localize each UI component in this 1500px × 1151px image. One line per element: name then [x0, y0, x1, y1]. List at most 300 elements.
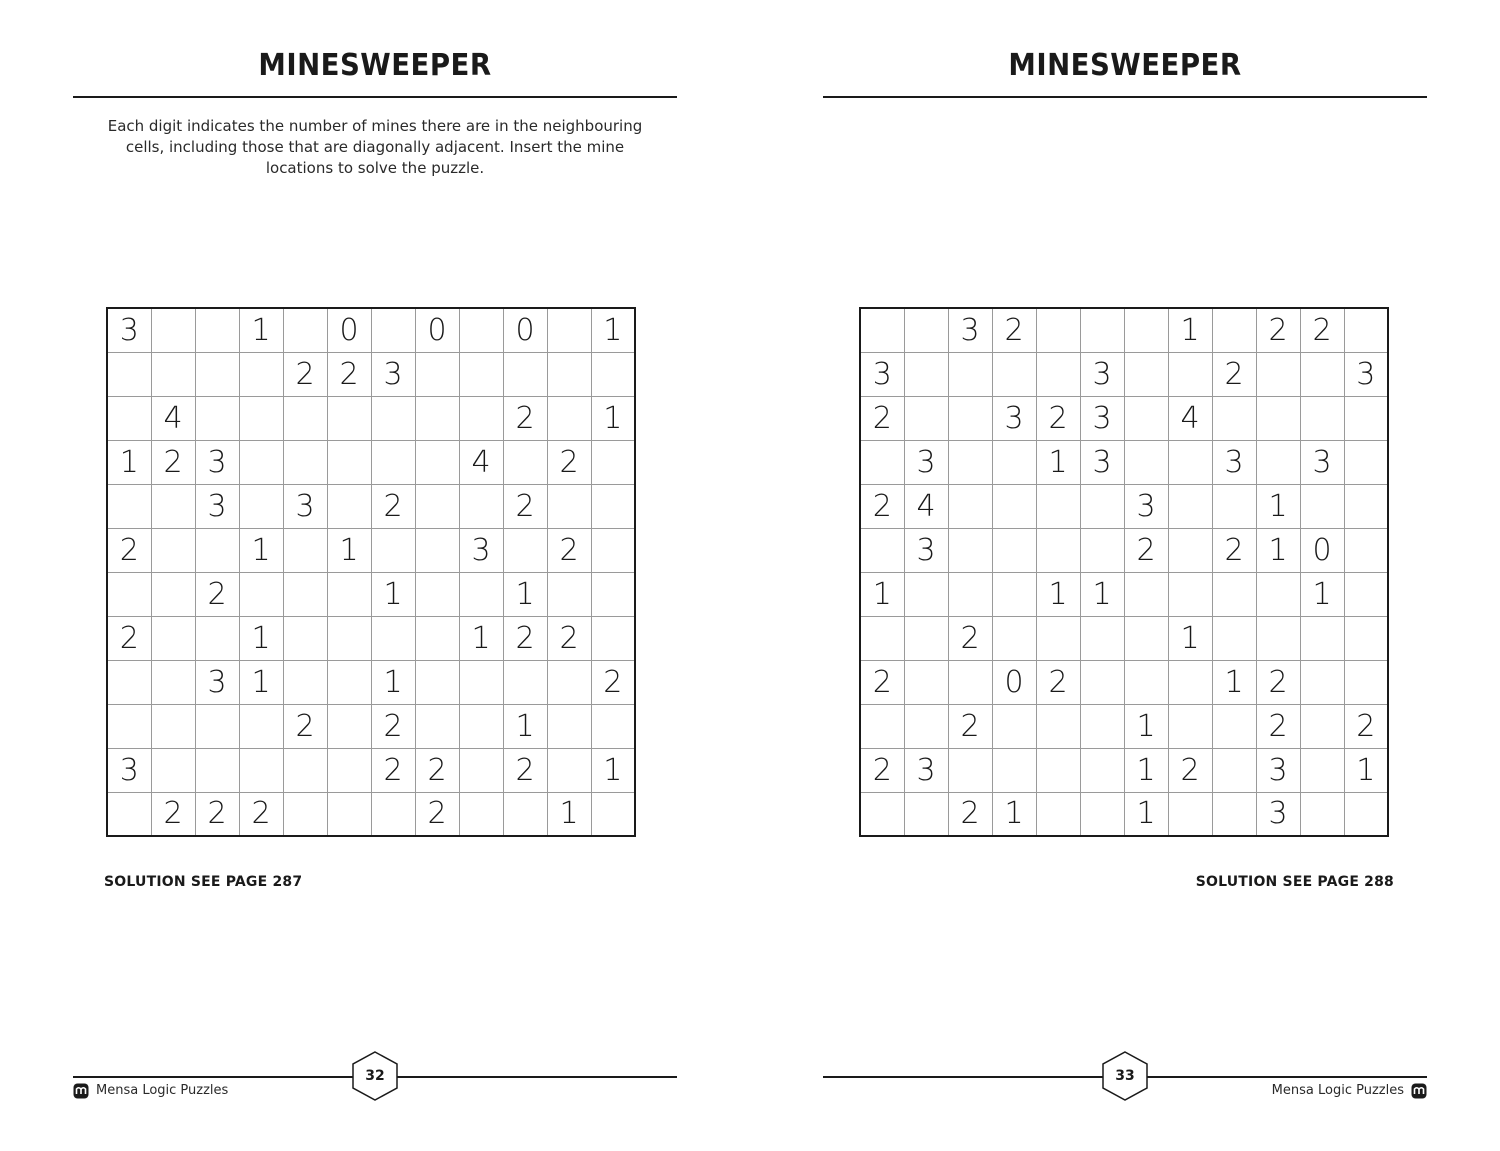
grid-cell[interactable]: [904, 660, 948, 704]
grid-cell[interactable]: [415, 484, 459, 528]
grid-cell[interactable]: [283, 440, 327, 484]
grid-cell[interactable]: 2: [151, 440, 195, 484]
grid-cell[interactable]: [1036, 484, 1080, 528]
grid-cell[interactable]: 2: [860, 484, 904, 528]
grid-cell[interactable]: [503, 660, 547, 704]
grid-cell[interactable]: [371, 440, 415, 484]
grid-cell[interactable]: 2: [503, 396, 547, 440]
grid-cell[interactable]: [1124, 440, 1168, 484]
grid-cell[interactable]: [283, 572, 327, 616]
grid-cell[interactable]: [1036, 528, 1080, 572]
grid-cell[interactable]: [415, 572, 459, 616]
grid-cell[interactable]: [239, 440, 283, 484]
grid-cell[interactable]: [371, 396, 415, 440]
grid-cell[interactable]: 2: [948, 792, 992, 836]
grid-cell[interactable]: [1168, 440, 1212, 484]
grid-cell[interactable]: 1: [591, 308, 635, 352]
grid-cell[interactable]: [327, 792, 371, 836]
grid-row: [107, 396, 635, 440]
grid-cell[interactable]: [1036, 704, 1080, 748]
grid-cell[interactable]: [1168, 792, 1212, 836]
grid-cell[interactable]: 2: [1256, 308, 1300, 352]
grid-cell[interactable]: 1: [1168, 308, 1212, 352]
grid-cell[interactable]: 2: [371, 484, 415, 528]
grid-cell[interactable]: 1: [239, 616, 283, 660]
grid-cell[interactable]: [503, 792, 547, 836]
grid-cell[interactable]: [547, 484, 591, 528]
grid-cell[interactable]: [992, 704, 1036, 748]
grid-cell[interactable]: 3: [1080, 352, 1124, 396]
grid-cell[interactable]: 3: [1256, 792, 1300, 836]
grid-cell[interactable]: [459, 704, 503, 748]
grid-cell[interactable]: [1256, 440, 1300, 484]
grid-cell[interactable]: [107, 484, 151, 528]
grid-cell[interactable]: 2: [107, 616, 151, 660]
grid-cell[interactable]: [327, 396, 371, 440]
grid-cell[interactable]: [1124, 308, 1168, 352]
grid-cell[interactable]: 2: [992, 308, 1036, 352]
grid-cell[interactable]: [547, 660, 591, 704]
mensa-logo-icon: [1411, 1083, 1427, 1099]
grid-cell[interactable]: [151, 484, 195, 528]
grid-cell[interactable]: [591, 528, 635, 572]
grid-cell[interactable]: 2: [327, 352, 371, 396]
grid-cell[interactable]: [151, 528, 195, 572]
grid-cell[interactable]: [459, 308, 503, 352]
grid-cell[interactable]: [992, 528, 1036, 572]
grid-cell[interactable]: [459, 484, 503, 528]
grid-cell[interactable]: [992, 484, 1036, 528]
grid-cell[interactable]: 2: [371, 748, 415, 792]
grid-cell[interactable]: [107, 660, 151, 704]
grid-row: [107, 660, 635, 704]
grid-cell[interactable]: [371, 528, 415, 572]
grid-cell[interactable]: 1: [239, 308, 283, 352]
grid-cell[interactable]: [992, 748, 1036, 792]
grid-cell[interactable]: [591, 616, 635, 660]
grid-cell[interactable]: [459, 572, 503, 616]
grid-cell[interactable]: 1: [591, 396, 635, 440]
grid-cell[interactable]: 2: [415, 748, 459, 792]
grid-cell[interactable]: 2: [948, 704, 992, 748]
grid-cell[interactable]: [1124, 660, 1168, 704]
grid-cell[interactable]: 3: [860, 352, 904, 396]
grid-cell[interactable]: 3: [1212, 440, 1256, 484]
grid-cell[interactable]: [195, 528, 239, 572]
grid-cell[interactable]: [547, 352, 591, 396]
grid-cell[interactable]: 3: [1080, 396, 1124, 440]
grid-cell[interactable]: [283, 792, 327, 836]
grid-cell[interactable]: [1212, 748, 1256, 792]
grid-cell[interactable]: [239, 484, 283, 528]
grid-cell[interactable]: [1080, 484, 1124, 528]
grid-cell[interactable]: [1212, 572, 1256, 616]
grid-cell[interactable]: 2: [591, 660, 635, 704]
grid-cell[interactable]: 1: [239, 660, 283, 704]
grid-cell[interactable]: 1: [591, 748, 635, 792]
grid-cell[interactable]: [1256, 396, 1300, 440]
grid-cell[interactable]: [327, 484, 371, 528]
grid-cell[interactable]: 1: [1256, 528, 1300, 572]
grid-cell[interactable]: [948, 748, 992, 792]
grid-cell[interactable]: 2: [1212, 528, 1256, 572]
grid-cell[interactable]: 3: [1080, 440, 1124, 484]
grid-cell[interactable]: [195, 616, 239, 660]
grid-cell[interactable]: 3: [904, 748, 948, 792]
grid-cell[interactable]: 1: [327, 528, 371, 572]
grid-cell[interactable]: [547, 748, 591, 792]
grid-cell[interactable]: [860, 528, 904, 572]
grid-cell[interactable]: [1036, 792, 1080, 836]
grid-cell[interactable]: 1: [107, 440, 151, 484]
grid-row: [860, 792, 1388, 836]
grid-cell[interactable]: [107, 704, 151, 748]
grid-cell[interactable]: [151, 704, 195, 748]
grid-row: [860, 748, 1388, 792]
grid-cell[interactable]: 1: [1036, 440, 1080, 484]
grid-cell[interactable]: [151, 572, 195, 616]
grid-cell[interactable]: [948, 660, 992, 704]
grid-row: [107, 572, 635, 616]
grid-cell[interactable]: 1: [503, 572, 547, 616]
grid-cell[interactable]: [459, 352, 503, 396]
grid-cell[interactable]: [1300, 396, 1344, 440]
grid-cell[interactable]: 2: [1124, 528, 1168, 572]
grid-cell[interactable]: 4: [151, 396, 195, 440]
grid-cell[interactable]: [904, 616, 948, 660]
grid-cell[interactable]: 1: [547, 792, 591, 836]
grid-cell[interactable]: [1080, 748, 1124, 792]
grid-cell[interactable]: [327, 572, 371, 616]
grid-cell[interactable]: 2: [239, 792, 283, 836]
grid-cell[interactable]: [591, 352, 635, 396]
grid-cell[interactable]: [1212, 396, 1256, 440]
grid-cell[interactable]: 3: [904, 440, 948, 484]
grid-cell[interactable]: [1344, 308, 1388, 352]
grid-cell[interactable]: 2: [195, 572, 239, 616]
grid-cell[interactable]: [1168, 528, 1212, 572]
grid-cell[interactable]: [151, 308, 195, 352]
grid-cell[interactable]: 3: [1300, 440, 1344, 484]
grid-cell[interactable]: 1: [371, 572, 415, 616]
grid-cell[interactable]: [904, 572, 948, 616]
grid-cell[interactable]: [1300, 352, 1344, 396]
grid-cell[interactable]: 2: [860, 396, 904, 440]
grid-cell[interactable]: [327, 616, 371, 660]
grid-cell[interactable]: [1256, 352, 1300, 396]
grid-cell[interactable]: [860, 704, 904, 748]
grid-cell[interactable]: 2: [151, 792, 195, 836]
grid-cell[interactable]: [327, 748, 371, 792]
grid-cell[interactable]: [1344, 616, 1388, 660]
grid-cell[interactable]: 3: [195, 660, 239, 704]
grid-cell[interactable]: [1036, 616, 1080, 660]
grid-cell[interactable]: [503, 528, 547, 572]
grid-cell[interactable]: [1124, 396, 1168, 440]
grid-cell[interactable]: [1300, 704, 1344, 748]
grid-cell[interactable]: [459, 660, 503, 704]
grid-cell[interactable]: [1080, 616, 1124, 660]
grid-cell[interactable]: 3: [948, 308, 992, 352]
grid-cell[interactable]: [904, 396, 948, 440]
grid-cell[interactable]: 3: [107, 308, 151, 352]
grid-cell[interactable]: [415, 660, 459, 704]
grid-cell[interactable]: [547, 572, 591, 616]
grid-cell[interactable]: 1: [1300, 572, 1344, 616]
grid-cell[interactable]: [239, 352, 283, 396]
grid-cell[interactable]: [415, 528, 459, 572]
grid-cell[interactable]: [1344, 792, 1388, 836]
grid-cell[interactable]: [283, 308, 327, 352]
grid-cell[interactable]: [195, 352, 239, 396]
grid-cell[interactable]: 2: [283, 704, 327, 748]
grid-cell[interactable]: [107, 396, 151, 440]
grid-cell[interactable]: [992, 572, 1036, 616]
grid-cell[interactable]: [860, 616, 904, 660]
grid-cell[interactable]: [107, 572, 151, 616]
grid-cell[interactable]: [904, 308, 948, 352]
grid-cell[interactable]: [1212, 484, 1256, 528]
grid-cell[interactable]: [1124, 616, 1168, 660]
grid-cell[interactable]: [1300, 792, 1344, 836]
grid-cell[interactable]: [1080, 528, 1124, 572]
grid-cell[interactable]: 3: [1124, 484, 1168, 528]
grid-cell[interactable]: 4: [904, 484, 948, 528]
grid-cell[interactable]: [1080, 704, 1124, 748]
grid-cell[interactable]: [151, 748, 195, 792]
grid-cell[interactable]: [1036, 308, 1080, 352]
grid-cell[interactable]: 2: [1036, 396, 1080, 440]
grid-cell[interactable]: 3: [107, 748, 151, 792]
grid-cell[interactable]: [948, 572, 992, 616]
grid-cell[interactable]: [992, 616, 1036, 660]
grid-cell[interactable]: [327, 660, 371, 704]
grid-cell[interactable]: 1: [459, 616, 503, 660]
grid-cell[interactable]: [283, 528, 327, 572]
grid-cell[interactable]: [415, 352, 459, 396]
grid-cell[interactable]: [547, 396, 591, 440]
grid-cell[interactable]: 0: [503, 308, 547, 352]
grid-cell[interactable]: [371, 308, 415, 352]
grid-cell[interactable]: [195, 308, 239, 352]
grid-cell[interactable]: 1: [1344, 748, 1388, 792]
grid-cell[interactable]: [239, 748, 283, 792]
grid-cell[interactable]: [415, 616, 459, 660]
grid-cell[interactable]: [459, 748, 503, 792]
grid-cell[interactable]: [239, 704, 283, 748]
grid-cell[interactable]: [547, 704, 591, 748]
grid-cell[interactable]: [1168, 484, 1212, 528]
grid-cell[interactable]: [904, 792, 948, 836]
grid-cell[interactable]: [1344, 396, 1388, 440]
grid-cell[interactable]: [547, 308, 591, 352]
grid-cell[interactable]: [415, 440, 459, 484]
grid-cell[interactable]: [860, 440, 904, 484]
grid-cell[interactable]: [107, 352, 151, 396]
grid-cell[interactable]: [459, 792, 503, 836]
grid-cell[interactable]: [107, 792, 151, 836]
grid-cell[interactable]: [948, 440, 992, 484]
grid-cell[interactable]: [1344, 440, 1388, 484]
grid-cell[interactable]: [503, 440, 547, 484]
grid-cell[interactable]: 0: [992, 660, 1036, 704]
grid-row: [860, 308, 1388, 352]
grid-cell[interactable]: 3: [195, 484, 239, 528]
grid-cell[interactable]: [1080, 792, 1124, 836]
grid-cell[interactable]: [591, 484, 635, 528]
grid-cell[interactable]: [1344, 528, 1388, 572]
grid-cell[interactable]: [1212, 616, 1256, 660]
grid-cell[interactable]: [1344, 484, 1388, 528]
grid-cell[interactable]: [239, 396, 283, 440]
grid-cell[interactable]: 2: [860, 748, 904, 792]
grid-cell[interactable]: 1: [239, 528, 283, 572]
grid-cell[interactable]: [283, 748, 327, 792]
mensa-logo-icon: [73, 1083, 89, 1099]
grid-cell[interactable]: [327, 440, 371, 484]
grid-cell[interactable]: [195, 396, 239, 440]
grid-cell[interactable]: [1124, 352, 1168, 396]
grid-cell[interactable]: 2: [547, 440, 591, 484]
grid-cell[interactable]: [371, 792, 415, 836]
grid-cell[interactable]: 1: [1124, 704, 1168, 748]
grid-cell[interactable]: [1124, 572, 1168, 616]
grid-cell[interactable]: 2: [283, 352, 327, 396]
grid-cell[interactable]: [1300, 616, 1344, 660]
grid-cell[interactable]: [860, 308, 904, 352]
grid-cell[interactable]: [371, 616, 415, 660]
grid-cell[interactable]: 3: [1256, 748, 1300, 792]
grid-cell[interactable]: 2: [503, 616, 547, 660]
grid-cell[interactable]: 1: [371, 660, 415, 704]
grid-cell[interactable]: 2: [503, 748, 547, 792]
grid-cell[interactable]: 2: [547, 616, 591, 660]
grid-cell[interactable]: [327, 704, 371, 748]
grid-cell[interactable]: 3: [992, 396, 1036, 440]
grid-cell[interactable]: 2: [1344, 704, 1388, 748]
grid-cell[interactable]: [503, 352, 547, 396]
grid-cell[interactable]: 0: [327, 308, 371, 352]
grid-cell[interactable]: [948, 396, 992, 440]
grid-cell[interactable]: 3: [459, 528, 503, 572]
grid-cell[interactable]: [195, 704, 239, 748]
grid-cell[interactable]: 2: [503, 484, 547, 528]
grid-cell[interactable]: 3: [904, 528, 948, 572]
grid-cell[interactable]: 2: [1036, 660, 1080, 704]
grid-cell[interactable]: [1168, 352, 1212, 396]
grid-cell[interactable]: [860, 792, 904, 836]
grid-cell[interactable]: 1: [1036, 572, 1080, 616]
grid-cell[interactable]: [1344, 572, 1388, 616]
grid-cell[interactable]: [1036, 352, 1080, 396]
grid-cell[interactable]: [1300, 660, 1344, 704]
grid-cell[interactable]: [948, 352, 992, 396]
grid-cell[interactable]: [1036, 748, 1080, 792]
grid-cell[interactable]: 2: [948, 616, 992, 660]
grid-cell[interactable]: 1: [1124, 748, 1168, 792]
grid-cell[interactable]: 3: [371, 352, 415, 396]
grid-cell[interactable]: 0: [415, 308, 459, 352]
grid-cell[interactable]: [1168, 660, 1212, 704]
grid-cell[interactable]: [1168, 572, 1212, 616]
grid-cell[interactable]: 1: [1080, 572, 1124, 616]
grid-cell[interactable]: [415, 396, 459, 440]
grid-cell[interactable]: [151, 616, 195, 660]
grid-cell[interactable]: 1: [1168, 616, 1212, 660]
grid-cell[interactable]: 2: [1168, 748, 1212, 792]
grid-cell[interactable]: 4: [459, 440, 503, 484]
grid-cell[interactable]: [239, 572, 283, 616]
grid-cell[interactable]: [151, 352, 195, 396]
grid-cell[interactable]: [283, 616, 327, 660]
grid-cell[interactable]: 1: [992, 792, 1036, 836]
grid-cell[interactable]: [1300, 484, 1344, 528]
grid-cell[interactable]: [283, 660, 327, 704]
grid-cell[interactable]: 1: [503, 704, 547, 748]
grid-cell[interactable]: 1: [1124, 792, 1168, 836]
grid-cell[interactable]: [151, 660, 195, 704]
grid-cell[interactable]: [591, 792, 635, 836]
title-rule: [823, 96, 1427, 98]
grid-cell[interactable]: 2: [107, 528, 151, 572]
grid-cell[interactable]: 3: [1344, 352, 1388, 396]
grid-cell[interactable]: [948, 528, 992, 572]
grid-cell[interactable]: 4: [1168, 396, 1212, 440]
grid-cell[interactable]: 2: [547, 528, 591, 572]
grid-cell[interactable]: [1168, 704, 1212, 748]
grid-cell[interactable]: 2: [195, 792, 239, 836]
grid-cell[interactable]: [591, 572, 635, 616]
grid-cell[interactable]: [415, 704, 459, 748]
grid-cell[interactable]: [1212, 308, 1256, 352]
grid-row: [860, 484, 1388, 528]
grid-cell[interactable]: 2: [1256, 660, 1300, 704]
grid-cell[interactable]: [1212, 792, 1256, 836]
grid-cell[interactable]: [1300, 748, 1344, 792]
grid-row: [860, 528, 1388, 572]
grid-cell[interactable]: [1344, 660, 1388, 704]
grid-row: [860, 440, 1388, 484]
grid-cell[interactable]: [459, 396, 503, 440]
grid-cell[interactable]: 1: [1212, 660, 1256, 704]
grid-cell[interactable]: 2: [371, 704, 415, 748]
grid-cell[interactable]: [1080, 660, 1124, 704]
grid-cell[interactable]: [591, 704, 635, 748]
grid-cell[interactable]: 3: [283, 484, 327, 528]
grid-cell[interactable]: 2: [860, 660, 904, 704]
grid-cell[interactable]: 1: [1256, 484, 1300, 528]
grid-cell[interactable]: 0: [1300, 528, 1344, 572]
grid-cell[interactable]: [283, 396, 327, 440]
grid-cell[interactable]: [1256, 572, 1300, 616]
grid-cell[interactable]: 3: [195, 440, 239, 484]
grid-cell[interactable]: 2: [1212, 352, 1256, 396]
grid-cell[interactable]: [904, 352, 948, 396]
grid-cell[interactable]: [992, 352, 1036, 396]
grid-cell[interactable]: 2: [1256, 704, 1300, 748]
grid-cell[interactable]: [948, 484, 992, 528]
grid-cell[interactable]: 2: [415, 792, 459, 836]
grid-cell[interactable]: 1: [860, 572, 904, 616]
grid-cell[interactable]: 2: [1300, 308, 1344, 352]
grid-cell[interactable]: [1212, 704, 1256, 748]
grid-cell[interactable]: [992, 440, 1036, 484]
grid-cell[interactable]: [591, 440, 635, 484]
grid-cell[interactable]: [1256, 616, 1300, 660]
grid-cell[interactable]: [904, 704, 948, 748]
grid-cell[interactable]: [1080, 308, 1124, 352]
grid-cell[interactable]: [195, 748, 239, 792]
